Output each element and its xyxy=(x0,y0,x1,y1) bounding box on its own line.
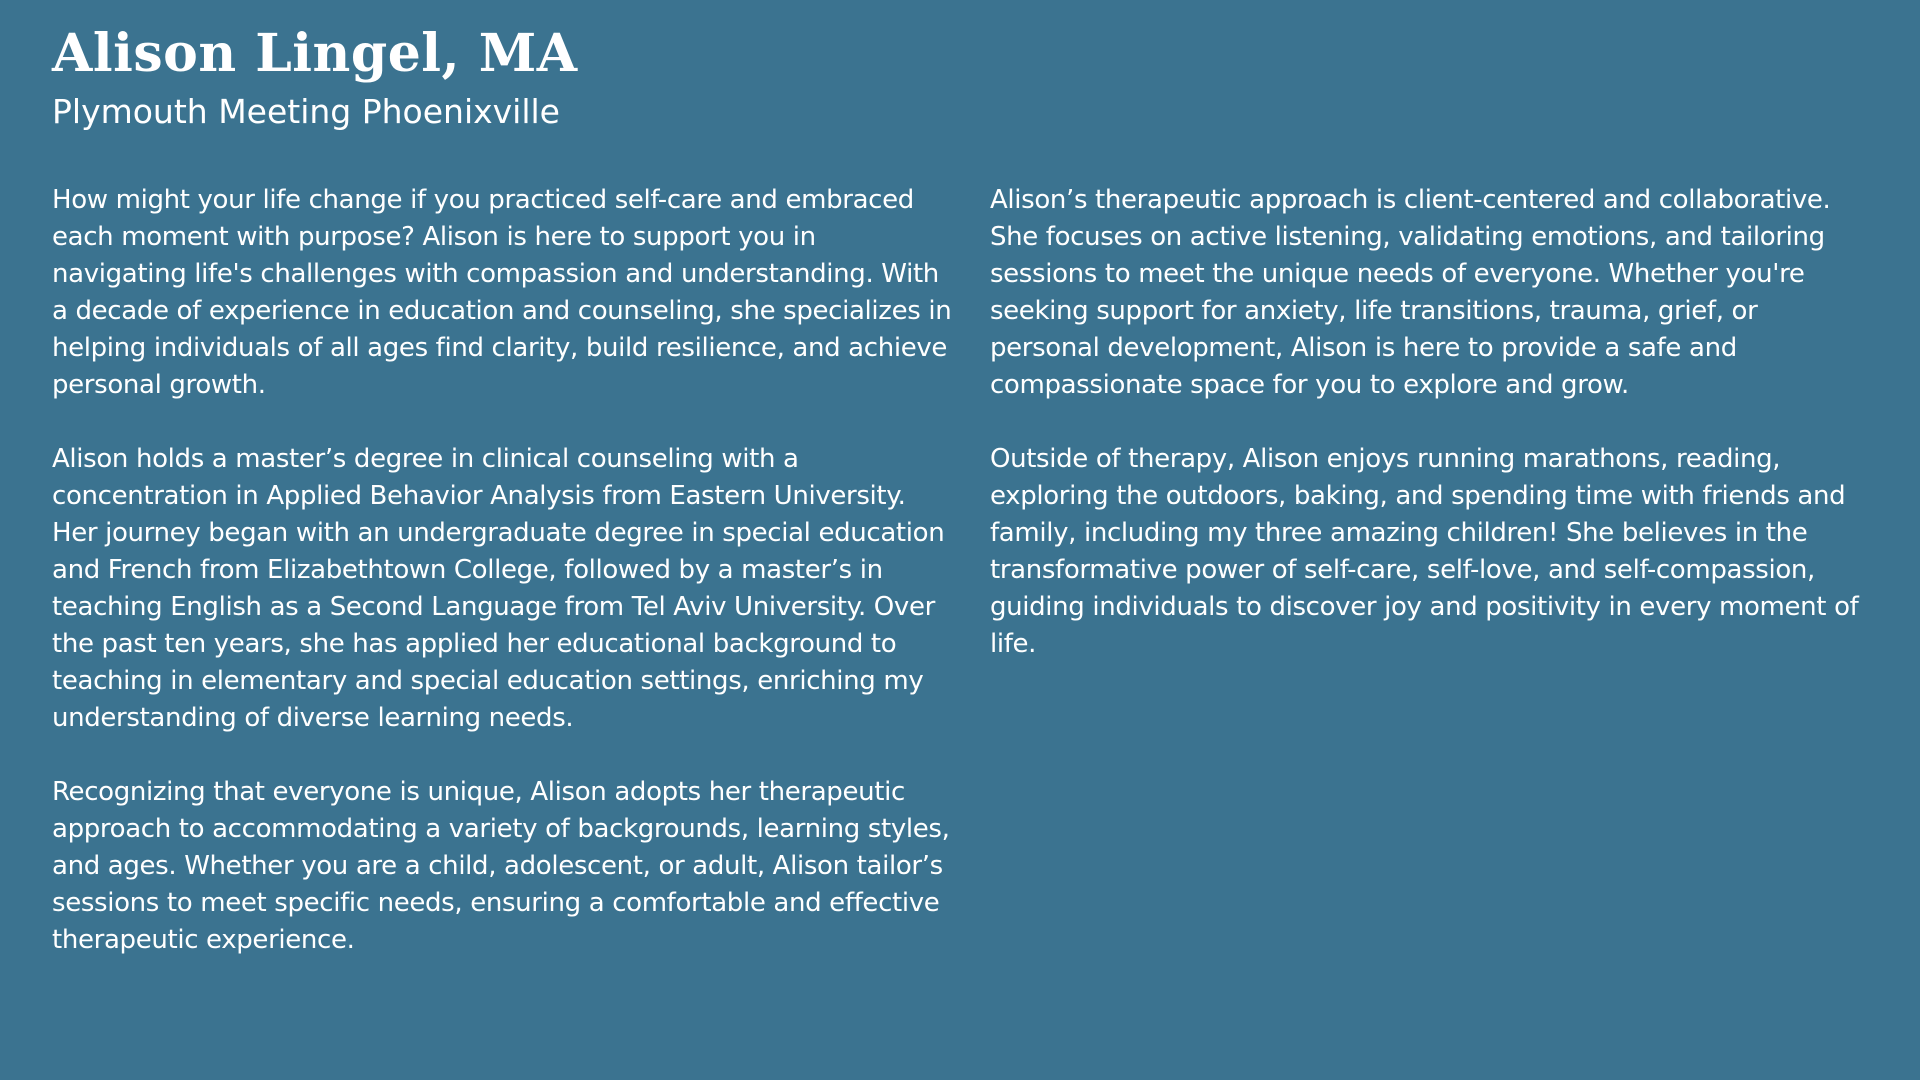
bio-paragraph: Alison’s therapeutic approach is client-centered and collaborative. She focuses on active listening, validating emotions, and tailoring sessions to meet the unique needs of everyone. Whether you're seeking support for anxiety, life transitions, trauma, grief, or personal development, Alison is here to provide a safe and compassionate space for you to explore and grow. xyxy=(989,185,1831,400)
page-title: Alison Lingel, MA xyxy=(52,23,578,84)
bio-columns xyxy=(52,182,1868,996)
office-locations: Plymouth Meeting Phoenixville xyxy=(52,92,560,131)
bio-paragraph: Outside of therapy, Alison enjoys running marathons, reading, exploring the outdoors, baking, and spending time with friends and family, including my three amazing children! She believes in the transformative power of self-care, self-love, and self-compassion, guiding individuals to discover joy and positivity in every moment of life. xyxy=(989,444,1859,659)
bio-paragraph: Recognizing that everyone is unique, Alison adopts her therapeutic approach to accommodating a variety of backgrounds, learning styles, and ages. Whether you are a child, adolescent, or adult, Alison tailor’s sessions to meet specific needs, ensuring a comfortable and effective therapeutic experience. xyxy=(52,777,950,955)
bio-column-left xyxy=(52,182,956,996)
bio-column-right xyxy=(990,182,1868,996)
bio-paragraph: Alison holds a master’s degree in clinical counseling with a concentration in Applied Behavior Analysis from Eastern University. Her journey began with an undergraduate degree in special education and French from Elizabethtown College, followed by a master’s in teaching English as a Second Language from Tel Aviv University. Over the past ten years, she has applied her educational background to teaching in elementary and special education settings, enriching my understanding of diverse learning needs. xyxy=(52,444,945,733)
bio-paragraph: How might your life change if you practiced self-care and embraced each moment with purpose? Alison is here to support you in navigating life's challenges with compassion and understanding. With a decade of experience in education and counseling, she specializes in helping individuals of all ages find clarity, build resilience, and achieve personal growth. xyxy=(52,185,952,400)
